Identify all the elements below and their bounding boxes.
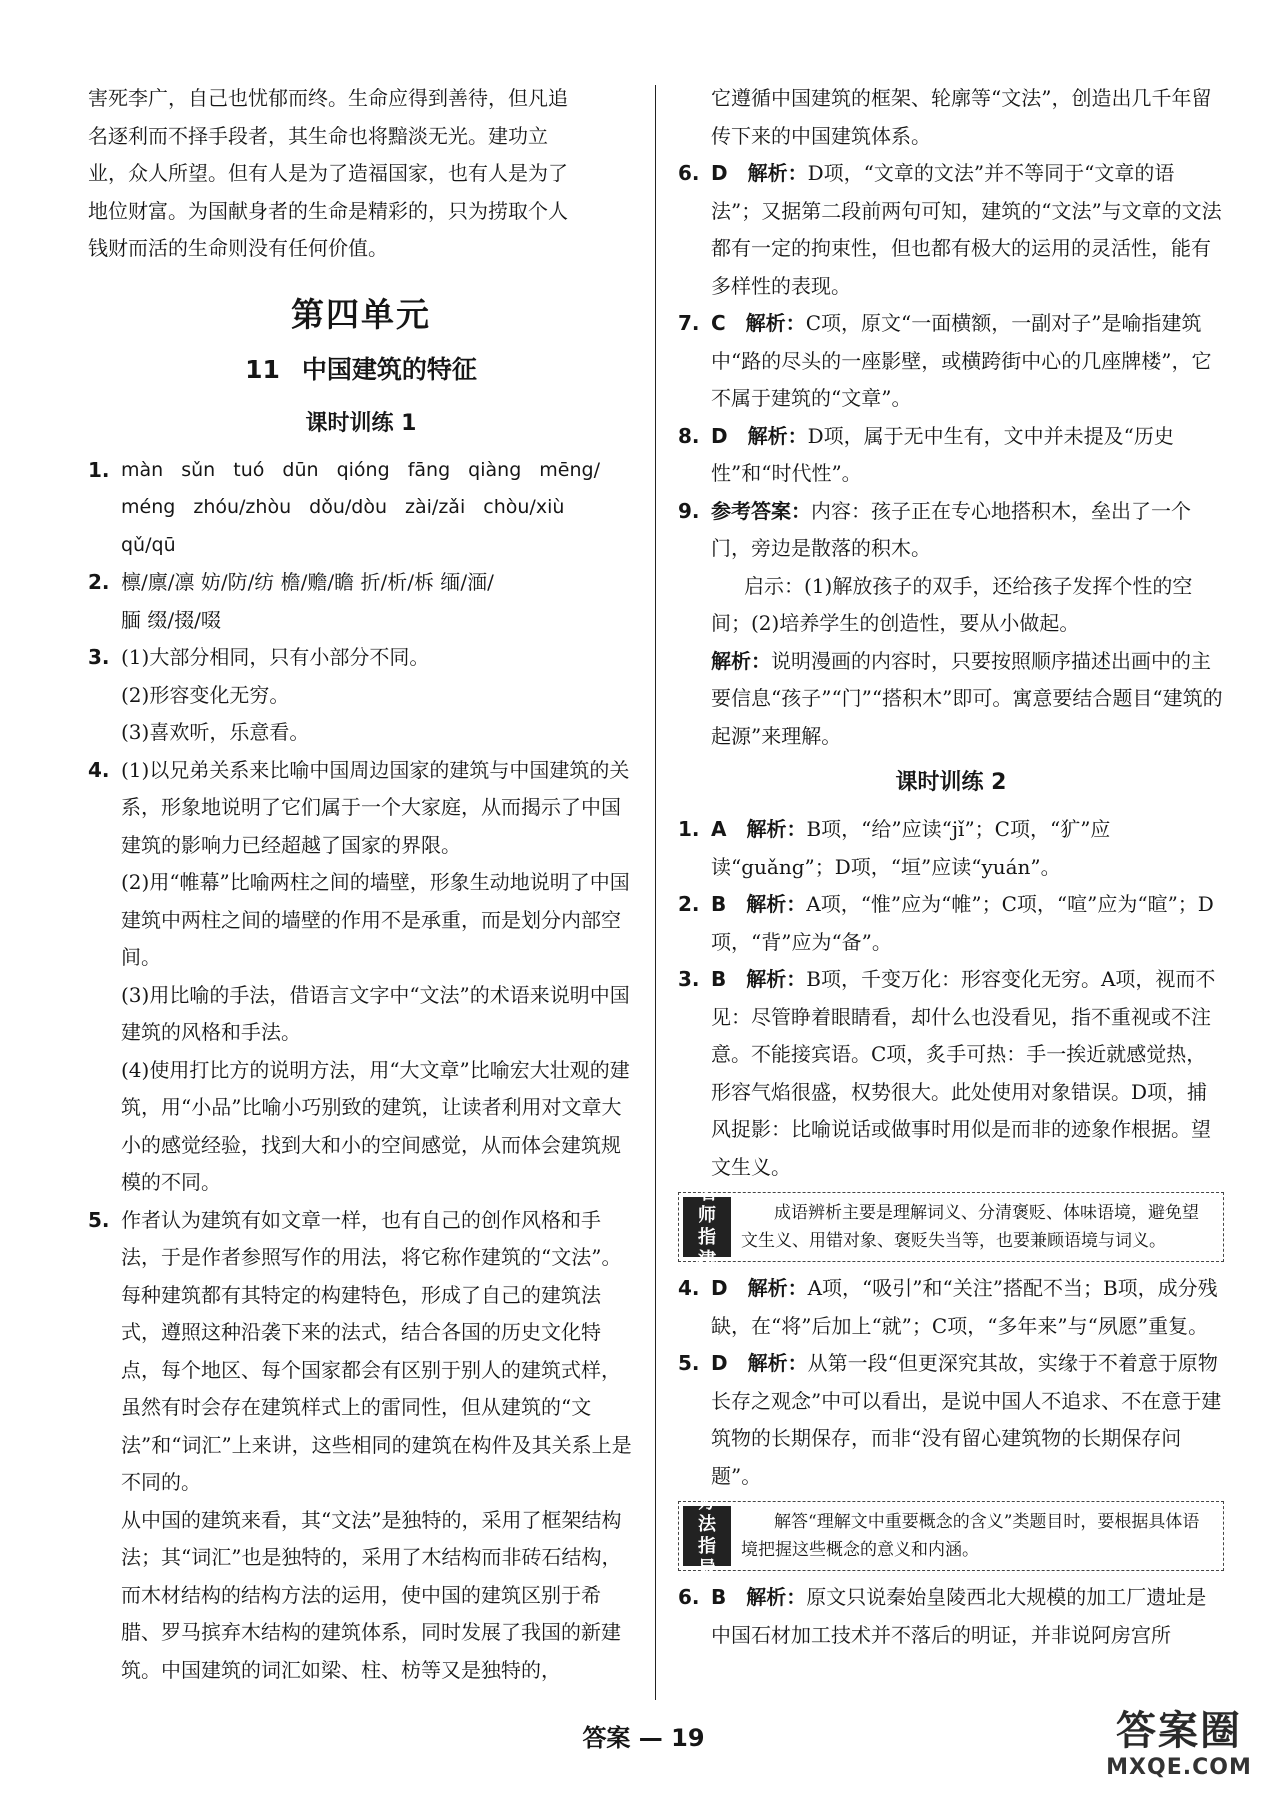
badge-char: 津 <box>698 1249 716 1270</box>
item-number: 9. <box>678 498 700 523</box>
pinyin-line: màn sǔn tuó dūn qióng fāng qiàng mēng/ <box>121 458 601 481</box>
answer-text <box>711 155 1224 305</box>
analysis-text: 原文只说秦始皇陵西北大规模的加工厂遗址是中国石材加工技术并不落后的明证，并非说阿房宫所 <box>711 1585 1207 1647</box>
hint-text: 启示：(1)解放孩子的双手，还给孩子发挥个性的空间；(2)培养学生的创造性，要从小做起。 <box>711 573 1193 635</box>
intro-line: 害死李广，自己也忧郁而终。生命应得到善待，但凡追 <box>88 86 568 110</box>
sub-answer: (1)以兄弟关系来比喻中国周边国家的建筑与中国建筑的关系，形象地说明了它们属于一个大家庭，从而揭示了中国建筑的影响力已经超越了国家的界限。 <box>121 757 630 857</box>
analysis-text: 从第一段“但更深究其故，实缘于不着意于原物长存之观念”中可以看出，是说中国人不追求、不在意于建筑物的长期保存，而非“没有留心建筑物的长期保存问题”。 <box>711 1351 1222 1488</box>
pinyin-line: qǔ/qū <box>121 533 176 556</box>
item-number: 3. <box>678 967 700 991</box>
answer-paragraph: 作者认为建筑有如文章一样，也有自己的创作风格和手法，于是作者参照写作的用法，将它称作建筑的“文法”。每种建筑都有其特定的构建特色，形成了自己的建筑法式，遵照这种沿袭下来的法式，结合各国的历史文化特点，每个地区、每个国家都会有区别于别人的建筑式样，虽然有时会存在建筑样式上的雷同性，但从建筑的“文法”和“词汇”上来讲，这些相同的建筑在构件及其关系上是不同的。 <box>121 1207 632 1494</box>
answer-choice-label: B 解析： <box>711 967 807 991</box>
answer-item-8 <box>678 418 1224 493</box>
practice-title-1: 课时训练 1 <box>305 410 417 436</box>
answer-paragraph: 从中国的建筑来看，其“文法”是独特的，采用了框架结构法；其“词汇”也是独特的，采用了木结构而非砖石结构，而木材结构的结构方法的运用，使中国的建筑区别于希腊、罗马摈弃木结构的建筑体系，同时发展了我国的新建筑。中国建筑的词汇如梁、柱、枋等又是独特的， <box>121 1507 622 1682</box>
answer-text <box>711 418 1224 493</box>
sub-answer: (1)大部分相同，只有小部分不同。 <box>121 645 430 669</box>
item-number: 4. <box>678 1276 700 1300</box>
answer-text <box>711 1579 1224 1654</box>
sub-answer: (4)使用打比方的说明方法，用“大文章”比喻宏大壮观的建筑，用“小品”比喻小巧别致的建筑，让读者利用对文章大小的感觉经验，找到大和小的空间感觉，从而体会建筑规模的不同。 <box>121 1057 630 1194</box>
unit-title: 第四单元 <box>291 294 431 334</box>
tip-text: 解答“理解文中重要概念的含义”类题目时，要根据具体语境把握这些概念的意义和内涵。 <box>741 1512 1200 1560</box>
reference-answer-label: 参考答案： <box>711 498 811 523</box>
watermark-url: MXQE.COM <box>1106 1755 1252 1780</box>
item-number: 5. <box>678 1351 700 1375</box>
analysis-text: B项，千变万化：形容变化无穷。A项，视而不见：尽管睁着眼睛看，却什么也没看见，指不重视或不注意。不能接宾语。C项，炙手可热：手一挨近就感觉热，形容气焰很盛，权势很大。此处使用对象错误。D项，捕风捉影：比喻说话或做事时用似是而非的迹象作根据。望文生义。 <box>711 967 1216 1179</box>
tip-text: 成语辨析主要是理解词义、分清褒贬、体味语境，避免望文生义、用错对象、褒贬失当等，也要兼顾语境与词义。 <box>741 1203 1199 1251</box>
badge-char: 法 <box>698 1514 716 1535</box>
item-number: 6. <box>678 161 700 185</box>
badge-char: 名 <box>698 1183 716 1204</box>
method-tip-box <box>678 1492 1224 1579</box>
sub-answer: (2)用“帷幕”比喻两柱之间的墙壁，形象生动地说明了中国建筑中两柱之间的墙壁的作用不是承重，而是划分内部空间。 <box>121 870 630 969</box>
answer-text <box>711 961 1224 1186</box>
answer-choice-label: D 解析： <box>711 1276 808 1300</box>
tip-badge <box>683 1492 731 1579</box>
item-number: 7. <box>678 311 700 335</box>
answer-choice-label: B 解析： <box>711 1585 807 1609</box>
answer-item-7 <box>678 305 1224 418</box>
item-number: 4. <box>88 757 110 782</box>
practice-title-2: 课时训练 2 <box>895 770 1007 795</box>
analysis-text: A项，“惟”应为“帷”；C项，“喧”应为“暄”；D项，“背”应为“备”。 <box>711 892 1214 954</box>
answer-choice-label: D 解析： <box>711 423 808 448</box>
analysis-paragraph <box>711 643 1224 756</box>
analysis-text: 说明漫画的内容时，只要按照顺序描述出画中的主要信息“孩子”“门”“搭积木”即可。寓意要结合题目“建筑的起源”来理解。 <box>711 648 1223 748</box>
analysis-text: B项，“给”应读“jǐ”；C项，“犷”应读“guǎng”；D项，“垣”应读“yuán”。 <box>711 817 1111 879</box>
answer-item-4 <box>88 752 634 1202</box>
answer-text <box>711 1345 1224 1495</box>
analysis-text: A项，“吸引”和“关注”搭配不当；B项，成分残缺，在“将”后加上“就”；C项，“多年来”与“夙愿”重复。 <box>711 1276 1218 1338</box>
analysis-text: C项，原文“一面横额，一副对子”是喻指建筑中“路的尽头的一座影壁，或横跨街中心的几座牌楼”，它不属于建筑的“文章”。 <box>711 311 1212 410</box>
badge-char: 指 <box>698 1227 716 1248</box>
badge-char: 师 <box>698 1205 716 1226</box>
answer-choice-label: D 解析： <box>711 1351 808 1375</box>
answer-item-9 <box>678 493 1224 756</box>
answer-text <box>711 811 1224 886</box>
right-column <box>678 80 1224 1654</box>
item-number: 3. <box>88 645 110 669</box>
answer-item-1 <box>88 452 634 565</box>
item-number: 1. <box>678 817 700 841</box>
analysis-text: D项，属于无中生有，文中并未提及“历史性”和“时代性”。 <box>711 423 1174 485</box>
intro-line: 钱财而活的生命则没有任何价值。 <box>88 236 388 260</box>
item-number: 2. <box>88 570 110 594</box>
p2-answer-item-3 <box>678 961 1224 1186</box>
analysis-text: D项，“文章的文法”并不等同于“文章的语法”；又据第二段前两句可知，建筑的“文法”与文章的文法都有一定的拘束性，但也都有极大的运用的灵活性，能有多样性的表现。 <box>711 161 1222 298</box>
answer-text <box>711 493 1224 568</box>
answer-text <box>711 1270 1224 1345</box>
answer-text <box>711 886 1224 961</box>
answer-text <box>711 305 1224 418</box>
answer-item-3 <box>88 639 634 752</box>
tip-badge <box>683 1183 731 1270</box>
answer-content: 内容：孩子正在专心地搭积木，垒出了一个门，旁边是散落的积木。 <box>711 498 1191 560</box>
p2-answer-item-1 <box>678 811 1224 886</box>
intro-line: 地位财富。为国献身者的生命是精彩的，只为捞取个人 <box>88 198 568 223</box>
left-column <box>88 80 634 1689</box>
sub-answer: (2)形容变化无穷。 <box>121 682 290 707</box>
watermark-logo <box>1089 1708 1269 1788</box>
lesson-number: 11 <box>245 354 280 384</box>
char-line: 檩/廪/凛 妨/防/纺 檐/赡/瞻 折/析/柝 缅/湎/ <box>121 570 494 594</box>
answer-item-5 <box>88 1202 634 1690</box>
sub-answer: (3)喜欢听，乐意看。 <box>121 720 310 744</box>
answer-item-2 <box>88 564 634 639</box>
analysis-label: 解析： <box>711 648 771 673</box>
answer-item-6 <box>678 155 1224 305</box>
teacher-tip-box <box>678 1183 1224 1270</box>
answer-choice-label: C 解析： <box>711 311 806 335</box>
page-footer: 答案 — 19 <box>582 1724 705 1752</box>
badge-char: 指 <box>698 1536 716 1557</box>
item-number: 1. <box>88 457 110 482</box>
p2-answer-item-4 <box>678 1270 1224 1345</box>
pinyin-line: méng zhóu/zhòu dǒu/dòu zài/zǎi chòu/xiù <box>121 496 565 518</box>
badge-char: 导 <box>698 1558 716 1579</box>
p2-answer-item-2 <box>678 886 1224 961</box>
sub-answer: (3)用比喻的手法，借语言文字中“文法”的术语来说明中国建筑的风格和手法。 <box>121 982 630 1044</box>
intro-paragraph <box>88 80 634 268</box>
item-number: 2. <box>678 892 700 916</box>
badge-char: 方 <box>698 1492 716 1513</box>
watermark-title: 答案圈 <box>1116 1708 1242 1754</box>
answer-choice-label: B 解析： <box>711 892 807 916</box>
item-number: 8. <box>678 423 700 448</box>
intro-line: 业，众人所望。但有人是为了造福国家，也有人是为了 <box>88 161 568 185</box>
column-divider <box>655 85 656 1700</box>
answer-choice-label: D 解析： <box>711 161 808 185</box>
answer-choice-label: A 解析： <box>711 817 807 841</box>
p2-answer-item-6 <box>678 1579 1224 1654</box>
intro-line: 名逐利而不择手段者，其生命也将黯淡无光。建功立 <box>88 123 548 148</box>
p2-answer-item-5 <box>678 1345 1224 1495</box>
item-number: 5. <box>88 1207 110 1232</box>
item-number: 6. <box>678 1585 700 1609</box>
char-line: 腼 缀/掇/啜 <box>121 607 221 632</box>
lesson-name: 中国建筑的特征 <box>301 354 477 384</box>
lesson-title <box>88 350 634 390</box>
answer-5-continued: 它遵循中国建筑的框架、轮廓等“文法”，创造出几千年留传下来的中国建筑体系。 <box>711 86 1212 148</box>
